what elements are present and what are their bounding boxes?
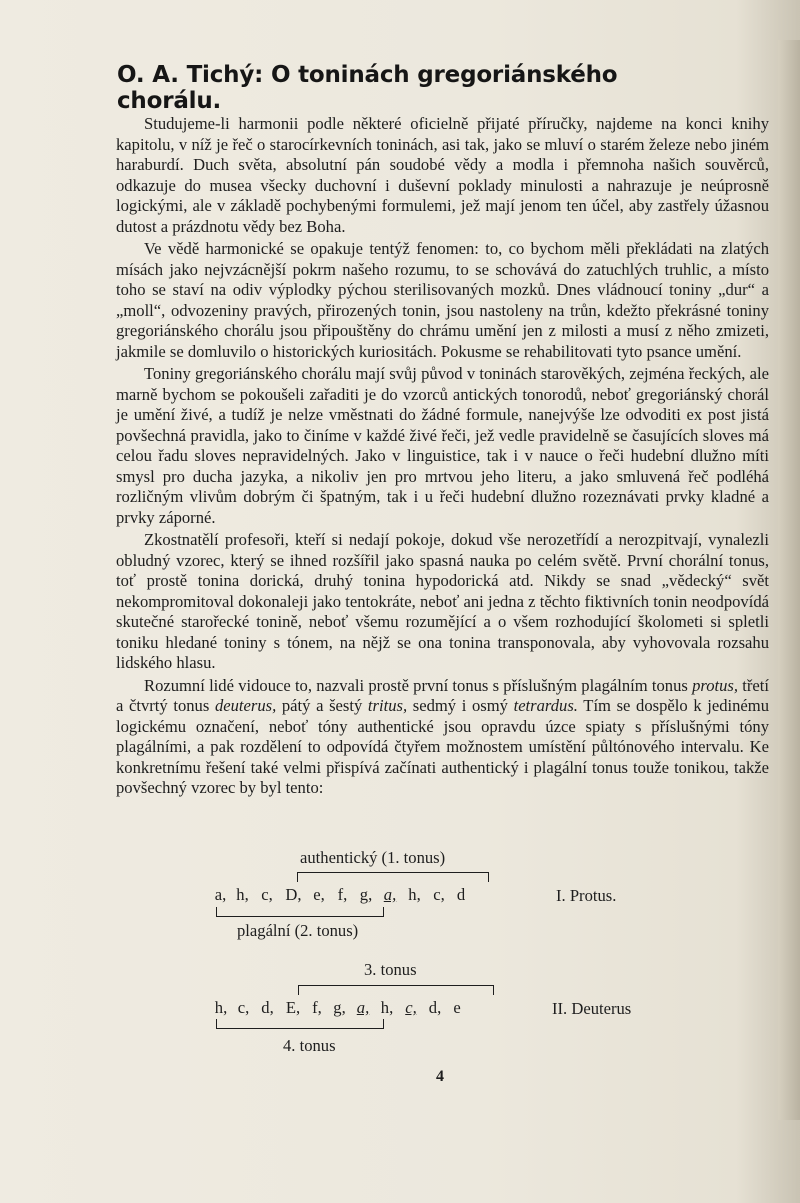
paragraph-1: Studujeme-li harmonii podle některé oficielně přijaté příručky, najdeme na konci knihy kapitolu, v níž je řeč o starocírkevních toninách, asi tak, jako se mluví o starém železe nebo jiném haraburdí. Duch světa, absolutní pán soudobé vědy a modla i přemnoha našich souvěrců, odkazuje do musea všecky duchovní i duševní poklady minulosti a nahrazuje je neúprosně logickými, ale v základě pochybenými formulemi, jež mají jenom ten účel, aby zastřely úžasnou dutost a prázdnotu vědy bez Boha. <box>116 114 769 236</box>
note: D, <box>285 885 302 904</box>
note: h, <box>214 998 228 1017</box>
diagram1-name: I. Protus. <box>556 886 617 905</box>
paragraph-5: Rozumní lidé vidouce to, nazvali prostě první tonus s příslušným plagálním tonus protus, třetí a čtvrtý tonus deuterus, pátý a šestý tritus, sedmý i osmý tetrardus. Tím se dospělo k jedinému logickému označení, neboť tóny authentické jsou opravdu úzce spiaty s příslušnými tóny plagálními, a pak rozdělení to odpovídá čtyřem možnostem umístění půltónového intervalu. Ke konkretnímu řešení také velmi přispívá začínati authentický i plagální tonus touže tonikou, takže povšechný vzorec by byl tento: <box>116 675 769 797</box>
article-title: O. A. Tichý: O toninách gregoriánského chorálu. <box>117 62 618 114</box>
note: a, <box>356 998 370 1017</box>
article-body <box>116 114 769 799</box>
diagram2-bottom-label: 4. tonus <box>283 1036 336 1055</box>
note: c, <box>433 885 445 904</box>
note: g, <box>333 998 346 1017</box>
diagram2-top-bracket <box>298 985 494 995</box>
note: h, <box>236 885 249 904</box>
note: g, <box>359 885 373 904</box>
note: h, <box>380 998 394 1017</box>
note: h, <box>408 885 421 904</box>
note: c, <box>237 998 250 1017</box>
note: e <box>453 998 461 1017</box>
diagram2-notes <box>210 998 467 1018</box>
note: E, <box>285 998 301 1017</box>
diagram2-top-label: 3. tonus <box>364 960 417 979</box>
diagram2-bottom-bracket <box>216 1019 384 1029</box>
page-number: 4 <box>436 1068 444 1085</box>
note: c, <box>261 885 273 904</box>
note: f, <box>312 998 322 1017</box>
diagram2-name: II. Deuterus <box>552 999 632 1018</box>
note: d, <box>261 998 274 1017</box>
paragraph-3: Toniny gregoriánského chorálu mají svůj původ v toninách starověkých, zejména řeckých, ale marně bychom se pokoušeli zařaditi je do vzorců antických tonorodů, neboť gregoriánský chorál je umění živé, a tudíž je nelze vměstnati do žádné formule, nanejvýše lze odvoditi ex post jistá povšechná pravidla, jako to činíme v každé živé řeči, jež vedle pravidelně se časujících sloves má celou řadu sloves nepravidelných. Jako v linguistice, tak i v nauce o řeči hudební dlužno míti smysl pro ducha jazyka, a nikoliv jen pro mrtvou jeho literu, a jako smluvená řeč podléhá rozličným vlivům dobrým či špatným, tak i u řeči hudební dlužno rozeznávati prvky kladné a prvky záporné. <box>116 364 769 527</box>
note: f, <box>337 885 348 904</box>
diagram1-bottom-bracket <box>216 907 384 917</box>
diagram1-notes <box>210 885 471 905</box>
paragraph-4: Zkostnatělí profesoři, kteří si nedají pokoje, dokud vše nerozetřídí a nerozpitvají, vynalezli obludný vzorec, který se ihned rozšířil jako spasná nauka po celém světě. První chorální tonus, toť prostě tonina dorická, druhý tonina hypodorická atd. Nikdy se snad „vědecký“ svět nekompromitoval dokonaleji jako tentokráte, neboť ani jedna z těchto fiktivních tonin neodpovídá skutečné starořecké tonině, neboť všemu rozumějící a o všem rozhodující školometi si spletli toniku hledané toniny s tónem, na nějž se ona tonina transponovala, aby vyhovovala rozsahu lidského hlasu. <box>116 530 769 672</box>
diagram1-top-label: authentický (1. tonus) <box>300 848 446 867</box>
note: c, <box>405 998 417 1017</box>
note: d, <box>428 998 442 1017</box>
paragraph-2: Ve vědě harmonické se opakuje tentýž fenomen: to, co bychom měli překládati na zlatých mísách jako nejvzácnější pokrm našeho rozumu, to se schovává do zatuchlých truhlic, a místo toho se staví na odiv výplodky pýchou sterilisovaných mozků. Dnes vládnoucí toniny „dur“ a „moll“, odvozeniny pravých, přirozených tonin, jsou nastoleny na trůn, kdežto překrásné toniny gregoriánského chorálu jsou připouštěny do chrámu umění jen z milosti a musí z něho zmizeti, jakmile se domluvilo o historických kuriositách. Pokusme se rehabilitovati tyto psance umění. <box>116 239 769 361</box>
diagram1-bottom-label: plagální (2. tonus) <box>237 921 359 940</box>
note: a, <box>383 885 397 904</box>
note: d <box>456 885 466 904</box>
note: a, <box>214 885 227 904</box>
adjacent-page-edge <box>778 40 800 1120</box>
note: e, <box>313 885 325 904</box>
diagram1-top-bracket <box>297 872 489 882</box>
